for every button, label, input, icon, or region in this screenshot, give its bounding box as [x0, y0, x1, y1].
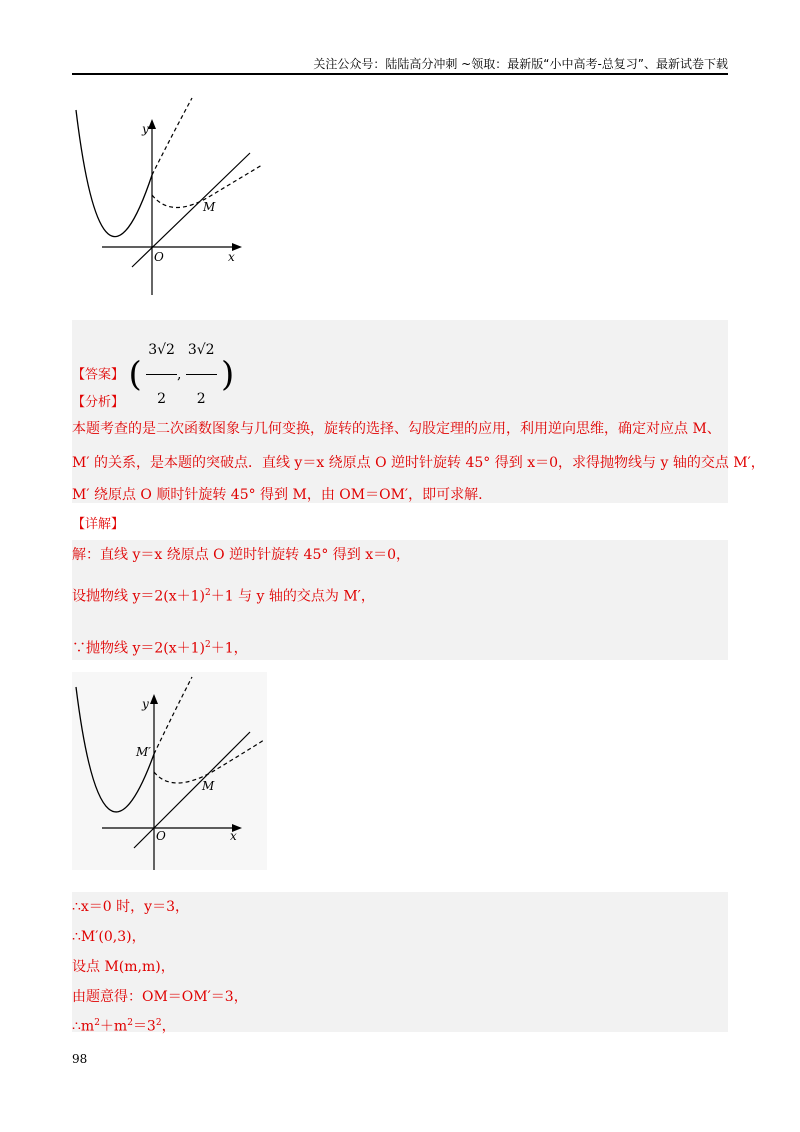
origin-label-2: O [156, 829, 166, 843]
detail-line-4: ∴x＝0 时，y＝3， [72, 899, 189, 915]
answer-tag: 【答案】 [72, 367, 125, 383]
header-rule [72, 73, 728, 75]
page-header: 关注公众号：陆陆高分冲刺 ~领取：最新版“小中高考-总复习”、最新试卷下载 [313, 57, 728, 71]
y-axis-label-2: y [142, 697, 149, 711]
page-number: 98 [72, 1052, 88, 1066]
detail-line-7: 由题意得：OM＝OM′＝3， [72, 989, 248, 1005]
detail-line-6: 设点 M(m,m)， [72, 959, 175, 975]
point-m-prime-label: M′ [136, 745, 152, 759]
detail-tag: 【详解】 [72, 517, 125, 532]
point-m-label: M [203, 200, 216, 214]
point-m-label-2: M [202, 779, 215, 793]
figure-1 [72, 95, 272, 295]
y-axis-label: y [142, 122, 149, 136]
detail-line-8: $\therefore m^2+m^2=3^2$， [72, 1018, 176, 1035]
detail-line-3: ∵抛物线 $y=2(x+1)^2+1$， [72, 640, 248, 657]
analysis-line-3: M′ 绕原点 O 顺时针旋转 45° 得到 M，由 OM＝OM′，即可求解. [72, 487, 483, 503]
analysis-line-1: 本题考查的是二次函数图象与几何变换，旋转的选择、勾股定理的应用，利用逆向思维，确定对应点 M、 [72, 421, 721, 437]
figure-2 [72, 672, 267, 870]
analysis-tag: 【分析】 [72, 395, 125, 410]
x-axis-label: x [228, 250, 235, 264]
analysis-line-2: M′ 的关系，是本题的突破点．直线 y＝x 绕原点 O 逆时针旋转 45° 得到 x＝0，求得抛物线与 y 轴的交点 M′， [72, 455, 765, 471]
answer-row: 【答案】 ( $\frac{3√2}{2}$ , $\frac{3√2}{2}$ ) [72, 326, 234, 374]
x-axis-label-2: x [230, 829, 237, 843]
answer-fraction-2: $\frac{3√2}{2}$ [186, 326, 217, 423]
detail-line-1: 解：直线 y＝x 绕原点 O 逆时针旋转 45° 得到 x＝0， [72, 547, 411, 563]
answer-fraction-1: $\frac{3√2}{2}$ [146, 326, 177, 423]
origin-label: O [154, 250, 164, 264]
detail-line-5: ∴M′(0,3)， [72, 929, 146, 945]
detail-line-2: 设抛物线 $y=2(x+1)^2+1$ 与 y 轴的交点为 M′， [72, 588, 375, 605]
